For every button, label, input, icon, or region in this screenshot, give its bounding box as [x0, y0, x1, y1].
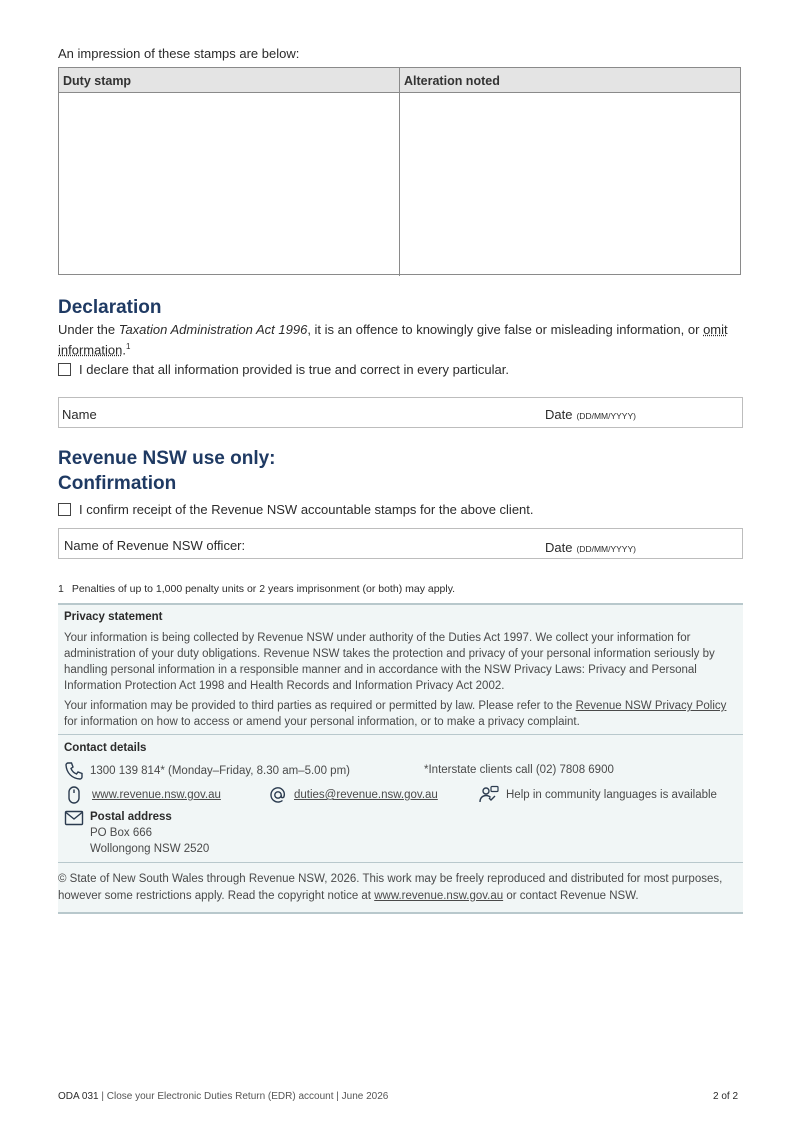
email-contact — [268, 785, 438, 805]
interstate-contact: *Interstate clients call (02) 7808 6900 — [424, 764, 614, 776]
name-label: Name — [62, 407, 97, 422]
envelope-icon — [64, 810, 84, 826]
duty-stamp-header: Duty stamp — [59, 68, 400, 92]
phone-contact: 1300 139 814* (Monday–Friday, 8.30 am–5.00 pm) — [64, 761, 350, 781]
email-link[interactable]: duties@revenue.nsw.gov.au — [294, 789, 438, 801]
declaration-checkbox-label: I declare that all information provided is true and correct in every particular. — [79, 362, 509, 377]
form-title: Close your Electronic Duties Return (EDR) account | June 2026 — [106, 1091, 389, 1102]
officer-date-field[interactable] — [58, 528, 743, 559]
privacy-paragraph-1: Your information is being collected by Revenue NSW under authority of the Duties Act 1997. We collect your information for administration of your duty obligations. Revenue NSW takes the protection and privacy of your personal information seriously by handling personal information in a responsible manner and in accordance with the NSW Privacy Laws: Privacy and Personal Information Protection Act 1998 and Health Records and Information Privacy Act 2002. — [64, 632, 715, 692]
confirmation-checkbox-label: I confirm receipt of the Revenue NSW accountable stamps for the above client. — [79, 502, 534, 517]
page-number: 2 of 2 — [713, 1091, 739, 1102]
confirmation-title: Confirmation — [58, 473, 177, 494]
declaration-checkbox[interactable] — [58, 363, 71, 376]
phone-icon — [64, 761, 84, 781]
privacy-policy-link[interactable]: Revenue NSW Privacy Policy — [575, 700, 727, 712]
intro-text: An impression of these stamps are below: — [58, 46, 300, 61]
copyright-notice: © State of New South Wales through Revenue NSW, 2026. This work may be freely reproduced and distributed for most purposes, however some restrictions apply. Read the copyright notice at www.revenue.nsw.gov.au or contact Revenue NSW. — [58, 873, 723, 902]
confirmation-checkbox-row[interactable] — [58, 502, 534, 517]
stamp-impression-table — [58, 67, 741, 275]
privacy-title: Privacy statement — [64, 611, 163, 623]
alteration-noted-header: Alteration noted — [404, 74, 500, 88]
declaration-title: Declaration — [58, 297, 162, 318]
postal-title: Postal address — [90, 811, 172, 823]
copyright-website-link[interactable]: www.revenue.nsw.gov.au — [374, 890, 504, 902]
revenue-use-title: Revenue NSW use only: — [58, 448, 276, 469]
mouse-icon — [64, 785, 84, 805]
officer-label: Name of Revenue NSW officer: — [64, 538, 246, 553]
form-code: ODA 031 — [58, 1091, 99, 1102]
postal-contact — [64, 809, 209, 857]
footnote: 1 Penalties of up to 1,000 penalty units or 2 years imprisonment (or both) may apply. — [58, 583, 456, 595]
info-panel — [58, 603, 743, 914]
postal-line-1: PO Box 666 — [90, 827, 153, 839]
alteration-noted-cell[interactable] — [400, 93, 740, 276]
contact-title: Contact details — [64, 742, 147, 754]
postal-line-2: Wollongong NSW 2520 — [90, 843, 210, 855]
website-contact — [64, 785, 221, 805]
confirmation-checkbox[interactable] — [58, 503, 71, 516]
act-name: Taxation Administration Act 1996 — [118, 322, 308, 337]
at-icon — [268, 785, 288, 805]
footer-doc-info: ODA 031 | Close your Electronic Duties Return (EDR) account | June 2026 — [58, 1091, 389, 1102]
languages-contact: Help in community languages is available — [478, 785, 717, 805]
language-icon — [478, 785, 500, 805]
website-link[interactable]: www.revenue.nsw.gov.au — [92, 789, 221, 801]
duty-stamp-cell[interactable] — [59, 93, 400, 276]
date-label: Date (DD/MM/YYYY) — [545, 407, 636, 422]
declaration-text: Under the Taxation Administration Act 1996, it is an offence to knowingly give false or misleading information, or omit information.$^1$ — [58, 322, 728, 358]
name-date-field[interactable] — [58, 397, 743, 428]
officer-date-label: Date (DD/MM/YYYY) — [545, 540, 636, 555]
omit-information-link[interactable]: omit information — [58, 322, 728, 358]
privacy-paragraph-2: Your information may be provided to third parties as required or permitted by law. Please refer to the Revenue NSW Privacy Policy for information on how to access or amend your personal information, or to make a privacy complaint. — [64, 700, 727, 728]
footnote-ref: 1 — [125, 342, 131, 351]
declaration-checkbox-row[interactable] — [58, 362, 509, 377]
